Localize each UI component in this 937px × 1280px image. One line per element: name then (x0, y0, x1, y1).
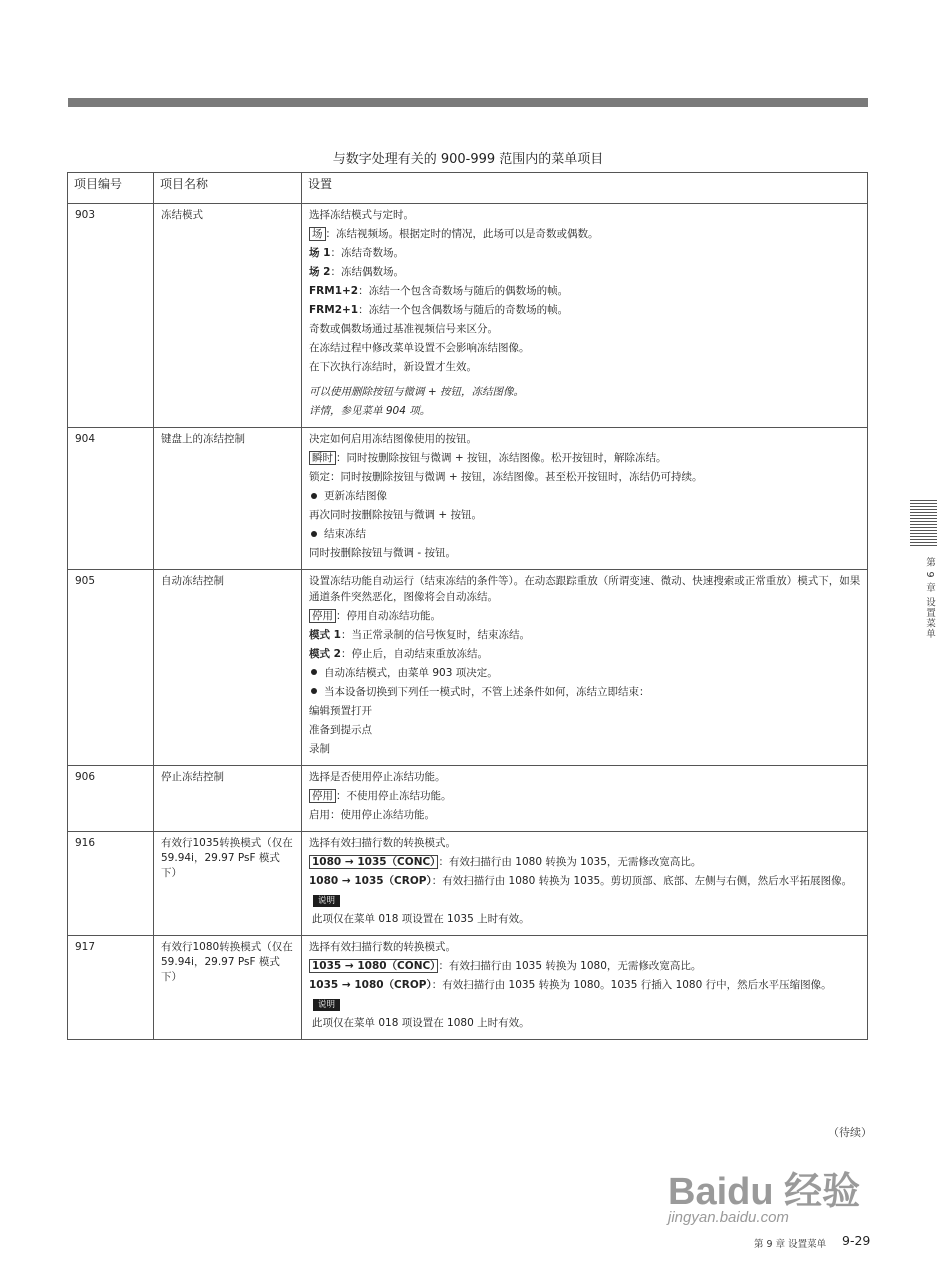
setting-key: 1080 → 1035（CROP） (309, 874, 432, 887)
setting-text: ：当正常录制的信号恢复时，结束冻结。 (340, 628, 530, 641)
setting-text: 结束冻结 (324, 528, 366, 541)
setting-key: 1035 → 1080（CROP） (309, 979, 432, 991)
setting-text: 在下次执行冻结时，新设置才生效。 (309, 361, 477, 374)
table-header-row (68, 173, 868, 204)
setting-line (309, 527, 861, 542)
setting-text: ：停用自动冻结功能。 (336, 609, 441, 622)
item-number-cell: 906 (68, 765, 154, 831)
setting-line (309, 959, 861, 974)
setting-key: 场 2 (309, 266, 331, 279)
table-row (68, 765, 868, 831)
setting-key: FRM2+1 (309, 304, 359, 317)
setting-line (309, 341, 861, 356)
table-row (68, 570, 868, 765)
header-setting: 设置 (302, 173, 868, 204)
setting-cell (302, 204, 868, 428)
setting-text: ：有效扫描行由 1080 转换为 1035，无需修改宽高比。 (438, 855, 702, 868)
setting-text: 启用：使用停止冻结功能。 (309, 808, 435, 821)
side-tab-stripes (910, 500, 937, 548)
table-title: 与数字处理有关的 900-999 范围内的菜单项目 (332, 152, 604, 167)
item-number-cell: 916 (68, 831, 154, 935)
side-tab-label: 第 9 章 设置菜单 (924, 557, 935, 640)
item-name-cell: 键盘上的冻结控制 (154, 428, 302, 570)
setting-text: 再次同时按删除按钮与微调 + 按钮。 (309, 509, 482, 522)
setting-line (309, 997, 861, 1012)
setting-cell (302, 428, 868, 570)
setting-line (309, 404, 861, 419)
setting-line (309, 246, 861, 261)
setting-cell (302, 765, 868, 831)
note-text: 此项仅在菜单 018 项设置在 1080 上时有效。 (312, 1017, 530, 1030)
setting-line (309, 546, 861, 561)
setting-text: 选择冻结模式与定时。 (309, 209, 414, 221)
setting-text: ：冻结一个包含偶数场与随后的奇数场的帧。 (358, 304, 569, 317)
setting-text: 同时按删除按钮与微调 - 按钮。 (309, 547, 456, 560)
setting-key: 1035 → 1080（CONC） (309, 959, 438, 973)
setting-line (309, 808, 861, 823)
item-name-cell: 自动冻结控制 (154, 570, 302, 765)
note-badge: 说明 (313, 999, 340, 1011)
header-item-name: 项目名称 (154, 173, 302, 204)
note-text: 此项仅在菜单 018 项设置在 1035 上时有效。 (312, 912, 530, 925)
setting-line (309, 508, 861, 523)
table-row (68, 935, 868, 1039)
footer-page-number: 9-29 (842, 1233, 871, 1248)
setting-text: ：冻结一个包含奇数场与随后的偶数场的帧。 (358, 285, 569, 298)
setting-text: 录制 (309, 742, 330, 755)
footer-chapter: 第 9 章 设置菜单 (754, 1239, 827, 1250)
setting-line (309, 1016, 861, 1031)
bullet-icon (311, 669, 317, 675)
setting-text: 准备到提示点 (309, 723, 372, 736)
setting-line (309, 742, 861, 757)
watermark-logo: Baidu 经验 (668, 1171, 861, 1213)
setting-line (309, 451, 861, 466)
setting-key: 1080 → 1035（CONC） (309, 855, 438, 869)
setting-line (309, 303, 861, 318)
bullet-icon (311, 531, 317, 537)
setting-line (309, 666, 861, 681)
setting-key: FRM1+2 (309, 285, 359, 298)
setting-key: 停用 (309, 789, 336, 803)
item-number-cell: 917 (68, 935, 154, 1039)
setting-text: ：冻结偶数场。 (330, 266, 404, 279)
setting-text: 选择是否使用停止冻结功能。 (309, 770, 446, 783)
setting-cell (302, 570, 868, 765)
setting-key: 瞬时 (309, 451, 336, 465)
note-badge: 说明 (313, 895, 340, 907)
setting-text: ：冻结奇数场。 (330, 247, 404, 260)
setting-line (309, 609, 861, 624)
setting-key: 场 (309, 227, 326, 241)
setting-line (309, 470, 861, 485)
setting-text: 设置冻结功能自动运行（结束冻结的条件等）。在动态跟踪重放（所谓变速、微动、快速搜索或正常重放）模式下，如果通道条件突然恶化，图像将会自动冻结。 (309, 575, 861, 603)
setting-line (309, 647, 861, 662)
setting-text: ：有效扫描行由 1035 转换为 1080。1035 行插入 1080 行中，然后水平压缩图像。 (431, 979, 832, 991)
setting-text: 锁定：同时按删除按钮与微调 + 按钮，冻结图像。甚至松开按钮时，冻结仍可持续。 (309, 471, 703, 484)
setting-line (309, 723, 861, 738)
setting-line (309, 912, 861, 927)
table-row (68, 831, 868, 935)
setting-line (309, 385, 861, 400)
setting-line (309, 208, 861, 223)
setting-line (309, 284, 861, 299)
setting-line (309, 628, 861, 643)
setting-line (309, 789, 861, 804)
setting-key: 场 1 (309, 247, 331, 260)
setting-text: ：同时按删除按钮与微调 + 按钮，冻结图像。松开按钮时，解除冻结。 (336, 452, 667, 465)
setting-line (309, 685, 861, 700)
bullet-icon (311, 688, 317, 694)
setting-line (309, 978, 861, 993)
setting-text: 选择有效扫描行数的转换模式。 (309, 836, 456, 849)
setting-cell (302, 831, 868, 935)
setting-text: ：有效扫描行由 1080 转换为 1035。剪切顶部、底部、左侧与右侧，然后水平拓展图像。 (431, 874, 853, 887)
setting-text: 编辑预置打开 (309, 704, 372, 717)
setting-line (309, 704, 861, 719)
setting-key: 模式 2 (309, 647, 341, 660)
table-row (68, 204, 868, 428)
setting-line (309, 770, 861, 785)
item-number-cell: 903 (68, 204, 154, 428)
setting-line (309, 489, 861, 504)
continued-label: （待续） (828, 1126, 872, 1139)
item-name-cell: 有效行1080转换模式（仅在 59.94i，29.97 PsF 模式下） (154, 935, 302, 1039)
setting-line (309, 360, 861, 375)
item-number-cell: 905 (68, 570, 154, 765)
setting-line (309, 265, 861, 280)
setting-line (309, 836, 861, 851)
table-body (68, 204, 868, 1040)
setting-text: 决定如何启用冻结图像使用的按钮。 (309, 433, 477, 446)
setting-line (309, 855, 861, 870)
item-name-cell: 冻结模式 (154, 204, 302, 428)
setting-line (309, 893, 861, 908)
setting-text: ：停止后，自动结束重放冻结。 (340, 647, 488, 660)
setting-text: 可以使用删除按钮与微调 + 按钮，冻结图像。 (309, 386, 524, 399)
setting-text: 在冻结过程中修改菜单设置不会影响冻结图像。 (309, 342, 530, 355)
setting-text: 奇数或偶数场通过基准视频信号来区分。 (309, 323, 498, 336)
setting-text: 详情，参见菜单 904 项。 (309, 405, 431, 418)
setting-text: 自动冻结模式，由菜单 903 项决定。 (324, 666, 498, 679)
setting-key: 停用 (309, 609, 336, 623)
setting-line (309, 432, 861, 447)
setting-text: 选择有效扫描行数的转换模式。 (309, 940, 456, 953)
setting-text: 更新冻结图像 (324, 490, 387, 503)
item-name-cell: 有效行1035转换模式（仅在 59.94i，29.97 PsF 模式下） (154, 831, 302, 935)
setting-text: ：不使用停止冻结功能。 (336, 789, 452, 802)
setting-line (309, 574, 861, 604)
setting-line (309, 874, 861, 889)
setting-text: ：有效扫描行由 1035 转换为 1080，无需修改宽高比。 (438, 959, 702, 972)
bullet-icon (311, 493, 317, 499)
menu-table (67, 172, 868, 1040)
setting-text: ：冻结视频场。根据定时的情况，此场可以是奇数或偶数。 (325, 228, 599, 241)
setting-key: 模式 1 (309, 628, 341, 641)
setting-text: 当本设备切换到下列任一模式时，不管上述条件如何，冻结立即结束： (324, 685, 650, 698)
top-rule (68, 98, 868, 107)
watermark-url: jingyan.baidu.com (668, 1209, 789, 1226)
item-name-cell: 停止冻结控制 (154, 765, 302, 831)
item-number-cell: 904 (68, 428, 154, 570)
setting-cell (302, 935, 868, 1039)
setting-line (309, 940, 861, 955)
setting-line (309, 322, 861, 337)
setting-line (309, 227, 861, 242)
table-row (68, 428, 868, 570)
header-item-number: 项目编号 (68, 173, 154, 204)
